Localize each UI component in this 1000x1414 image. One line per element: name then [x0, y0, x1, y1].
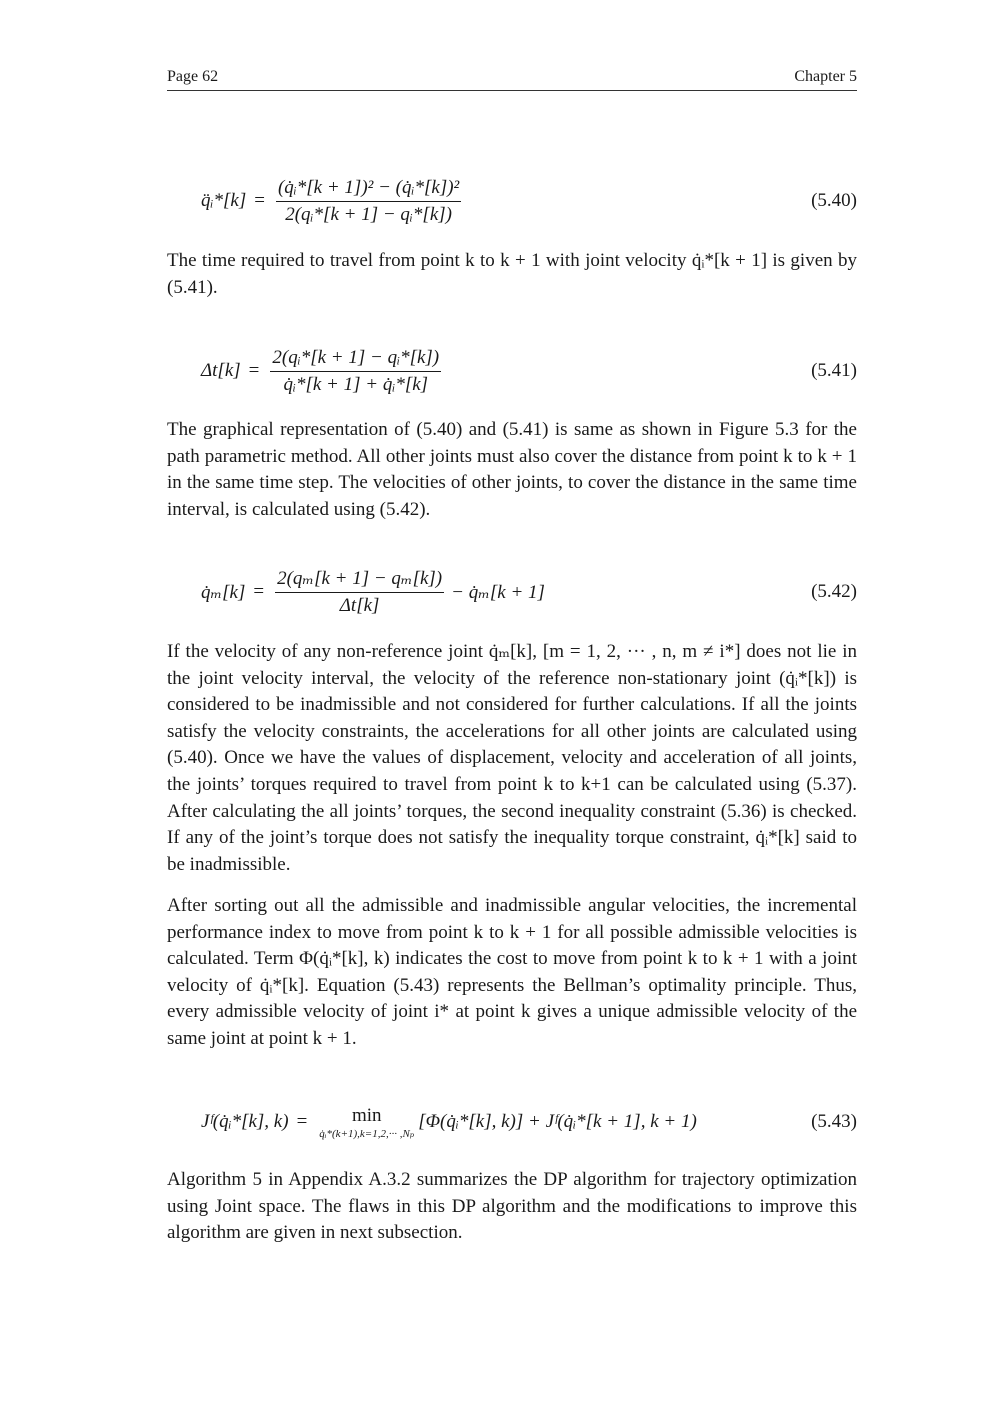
equation-lhs: Jᶠ(q̇ᵢ*[k], k): [201, 1111, 289, 1132]
equation-5-43: [167, 1098, 857, 1146]
equation-lhs: Δt[k]: [201, 360, 241, 381]
equation-number: (5.41): [811, 360, 857, 381]
chapter-label: Chapter 5: [794, 68, 857, 85]
equation-5-41: [167, 342, 857, 400]
equation-rhs-tail: − q̇ₘ[k + 1]: [451, 581, 545, 603]
equation-lhs: q̇ₘ[k]: [201, 581, 246, 603]
min-limits: q̇ᵢ*(k+1),k=1,2,··· ,Nₚ: [319, 1127, 415, 1140]
equation-fraction: [275, 567, 444, 617]
equation-fraction: [276, 177, 461, 226]
paragraph-1: The time required to travel from point k to k + 1 with joint velocity q̇ᵢ*[k + 1] is given by (5.41).: [167, 250, 857, 298]
fraction-numerator: (q̇ᵢ*[k + 1])² − (q̇ᵢ*[k])²: [276, 177, 461, 202]
fraction-denominator: Δt[k]: [339, 595, 380, 616]
page-header: [167, 66, 857, 91]
fraction-numerator: 2(qᵢ*[k + 1] − qᵢ*[k]): [270, 347, 441, 372]
equation-5-40: [167, 172, 857, 230]
equation-number: (5.43): [811, 1111, 857, 1132]
min-label: min: [351, 1104, 382, 1126]
equation-relation: =: [253, 581, 265, 602]
equation-number: (5.40): [811, 190, 857, 211]
page-number: Page 62: [167, 68, 219, 85]
equation-relation: =: [248, 360, 260, 381]
paragraph-5: Algorithm 5 in Appendix A.3.2 summarizes the DP algorithm for trajectory optimization using Joint space. The flaws in this DP algorithm and the modifications to improve this algorithm are given in next subsection.: [167, 1169, 857, 1244]
equation-rhs: [Φ(q̇ᵢ*[k], k)] + Jᶠ(q̇ᵢ*[k + 1], k + 1): [418, 1111, 697, 1132]
equation-relation: =: [296, 1111, 308, 1132]
min-operator: [319, 1105, 414, 1140]
paragraph-3: If the velocity of any non-reference joint q̇ₘ[k], [m = 1, 2, ··· , n, m ≠ i*] does not lie in the joint velocity interval, the velocity of the reference non-stationary joint (q̇ᵢ*[k]) is considered to be inadmissible and not considered for further calculations. If all the joints satisfy the velocity constraints, the accelerations for all other joints are calculated using (5.40). Once we have the values of displacement, velocity and acceleration of all joints, the joints’ torques required to travel from point k to k+1 can be calculated using (5.37). After calculating the all joints’ torques, the second inequality constraint (5.36) is checked. If any of the joint’s torque does not satisfy the inequality torque constraint, q̇ᵢ*[k] said to be inadmissible.: [167, 641, 857, 875]
equation-fraction: [270, 347, 441, 396]
paragraph-2: The graphical representation of (5.40) and (5.41) is same as shown in Figure 5.3 for the path parametric method. All other joints must also cover the distance from point k to k + 1 in the same time step. The velocities of other joints, to cover the distance in the same time interval, is calculated using (5.42).: [167, 419, 857, 520]
equation-lhs: q̈ᵢ*[k]: [201, 190, 247, 211]
equation-5-42: [167, 563, 857, 621]
paragraph-4: After sorting out all the admissible and inadmissible angular velocities, the incremental performance index to move from point k to k + 1 for all possible admissible velocities is calculated. Term Φ(q̇ᵢ*[k], k) indicates the cost to move from point k to k + 1 with a joint velocity of q̇ᵢ*[k]. Equation (5.43) represents the Bellman’s optimality principle. Thus, every admissible velocity of joint i* at point k gives a unique admissible velocity of the same joint at point k + 1.: [167, 895, 857, 1049]
equation-number: (5.42): [811, 581, 857, 602]
fraction-denominator: q̇ᵢ*[k + 1] + q̇ᵢ*[k]: [283, 373, 429, 395]
equation-relation: =: [254, 190, 265, 211]
fraction-numerator: 2(qₘ[k + 1] − qₘ[k]): [275, 567, 444, 593]
fraction-denominator: 2(qᵢ*[k + 1] − qᵢ*[k]): [285, 203, 452, 225]
